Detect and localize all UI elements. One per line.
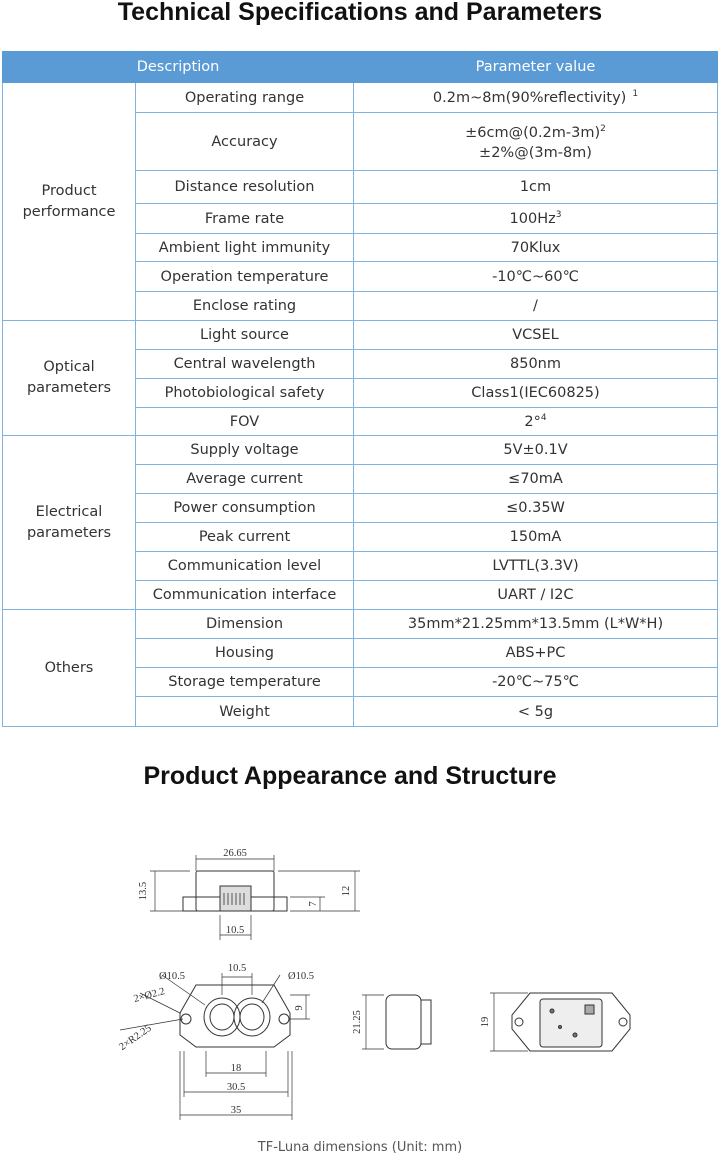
row-value-text: LVTTL(3.3V) [492,558,579,574]
table-row [3,83,718,113]
dim-mount-hole: 2×Ø2.2 [132,986,167,1006]
table-row [3,610,718,639]
side-view [362,995,431,1049]
row-value-text: ≤70mA [508,471,563,487]
row-label: Accuracy [136,113,354,171]
row-value-text: 150mA [509,529,562,545]
spec-table [2,51,718,727]
row-value [354,292,718,321]
table-header-row [3,52,718,83]
row-value-text: / [533,298,538,314]
row-label: Dimension [136,610,354,639]
dim-bottom-35: 35 [230,1105,242,1116]
row-label: Average current [136,465,354,494]
dim-hole-right: Ø10.5 [288,971,314,982]
top-view [150,855,360,940]
group-label: Product performance [3,83,136,321]
row-label: Enclose rating [136,292,354,321]
row-value [354,436,718,465]
page-title: Technical Specifications and Parameters [117,0,603,26]
row-value [354,668,718,697]
row-label: Supply voltage [136,436,354,465]
footnote-marker: 3 [555,210,562,221]
row-value [354,171,718,204]
row-value [354,321,718,350]
row-label: Central wavelength [136,350,354,379]
row-label: Communication interface [136,581,354,610]
row-value-text: ±6cm@(0.2m-3m) [465,124,601,141]
row-value [354,379,718,408]
dim-bottom-30-5: 30.5 [226,1082,246,1093]
dim-back-height: 19 [480,1016,491,1028]
dim-lens-pitch: 10.5 [227,963,247,974]
dim-side-width: 21.25 [352,1010,363,1034]
row-value-text: ≤0.35W [506,500,565,516]
dimension-drawing [0,815,720,1140]
row-value [354,113,718,171]
row-label: Photobiological safety [136,379,354,408]
row-label: Storage temperature [136,668,354,697]
group-label: Optical parameters [3,321,136,436]
row-value-text: Class1(IEC60825) [471,385,600,401]
row-value [354,552,718,581]
row-value-text: < 5g [517,703,554,720]
back-view [490,993,630,1051]
dim-hole-left: Ø10.5 [159,971,185,982]
row-value-text: 0.2m~8m(90%reflectivity) [432,89,627,106]
row-value [354,581,718,610]
row-label: Housing [136,639,354,668]
row-value-text: 100Hz [509,210,556,227]
row-label: Peak current [136,523,354,552]
dim-bottom-18: 18 [230,1063,242,1074]
row-value-text: 850nm [510,356,561,372]
dim-top-side: 7 [308,901,319,907]
dim-connector: 10.5 [225,925,245,936]
table-row [3,321,718,350]
row-value-text: VCSEL [512,327,559,343]
footnote-marker: 2 [600,123,606,134]
row-label: Weight [136,697,354,727]
row-label: Power consumption [136,494,354,523]
drawing-caption: TF-Luna dimensions (Unit: mm) [257,1140,463,1155]
row-value-text: 70Klux [510,239,561,256]
dim-top-right: 12 [341,885,352,897]
row-label: Communication level [136,552,354,581]
row-value [354,204,718,234]
row-value-text: -10℃~60℃ [492,268,579,285]
row-value-text: 5V±0.1V [503,442,568,458]
row-value [354,262,718,292]
row-value-line2: ±2%@(3m-8m) [479,145,592,162]
row-label: Light source [136,321,354,350]
dim-top-height: 13.5 [138,881,149,901]
row-value [354,234,718,262]
row-label: Operating range [136,83,354,113]
footnote-marker: 1 [632,89,639,100]
footnote-marker: 4 [540,413,547,424]
header-description: Description [3,52,354,83]
row-value-text: 35mm*21.25mm*13.5mm (L*W*H) [407,616,664,632]
dim-side-gap: 9 [294,1005,305,1011]
row-value [354,610,718,639]
row-label: Operation temperature [136,262,354,292]
header-parameter-value: Parameter value [354,52,718,83]
row-value-text: UART / I2C [497,587,574,603]
dim-corner-radius: 2×R2.25 [117,1022,154,1053]
row-value [354,350,718,379]
group-label: Others [3,610,136,727]
row-value [354,83,718,113]
group-label: Electrical parameters [3,436,136,610]
row-value-text: -20℃~75℃ [492,674,579,690]
row-value [354,639,718,668]
table-row [3,436,718,465]
row-value [354,494,718,523]
row-value-text: 2° [524,413,541,430]
row-value-text: ABS+PC [505,645,566,661]
row-label: Distance resolution [136,171,354,204]
row-label: Frame rate [136,204,354,234]
row-value-text: 1cm [519,179,552,195]
section-title-appearance: Product Appearance and Structure [143,762,557,790]
row-value [354,465,718,494]
row-value [354,697,718,727]
row-value [354,408,718,436]
row-value [354,523,718,552]
row-label: Ambient light immunity [136,234,354,262]
row-label: FOV [136,408,354,436]
dim-top-width: 26.65 [223,848,247,859]
